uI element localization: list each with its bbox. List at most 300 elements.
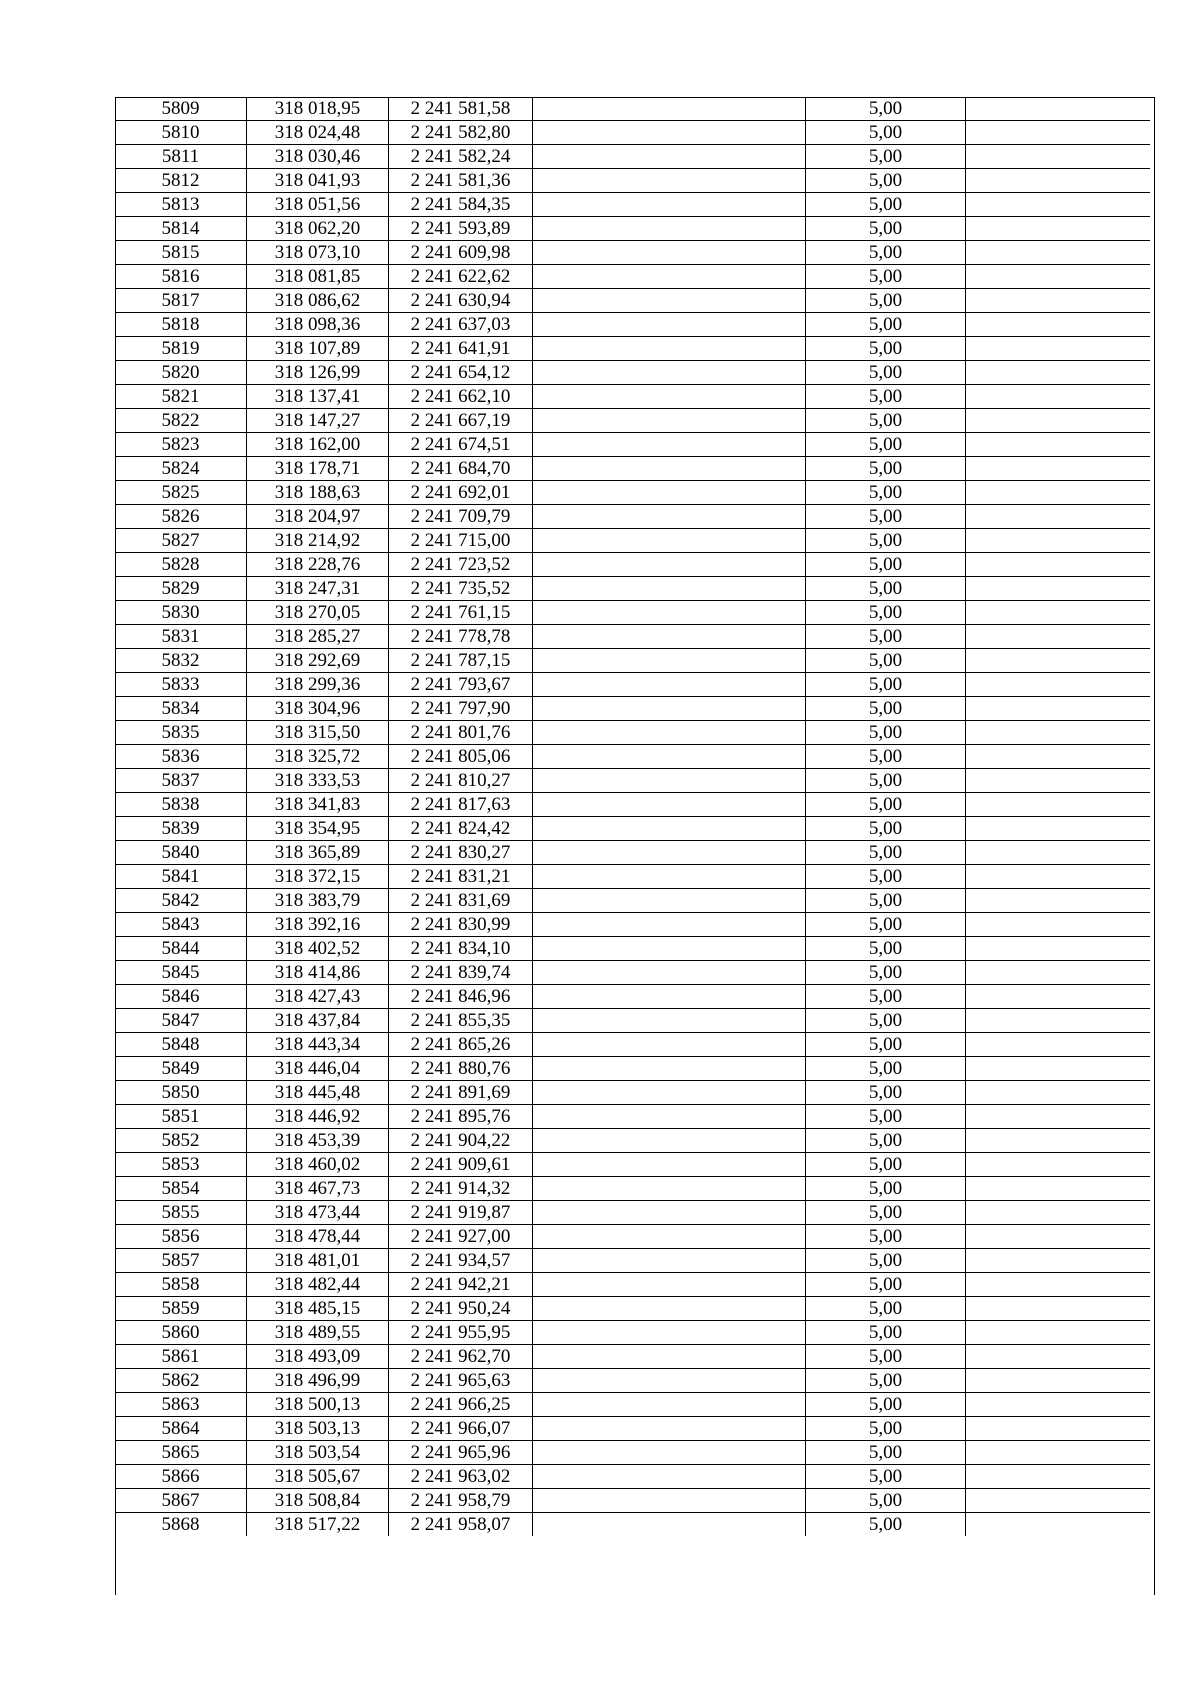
y-coordinate-cell: 2 241 855,35	[389, 1009, 533, 1033]
table-row	[115, 745, 1150, 769]
point-number-cell: 5822	[115, 409, 247, 433]
point-number-cell: 5813	[115, 193, 247, 217]
x-coordinate-cell: 318 086,62	[247, 289, 389, 313]
empty-cell	[966, 1033, 1151, 1057]
empty-cell	[966, 1393, 1151, 1417]
x-coordinate-cell: 318 178,71	[247, 457, 389, 481]
point-number-cell: 5852	[115, 1129, 247, 1153]
point-number-cell: 5824	[115, 457, 247, 481]
empty-cell	[966, 1321, 1151, 1345]
coordinates-table-body	[115, 97, 1150, 1536]
x-coordinate-cell: 318 493,09	[247, 1345, 389, 1369]
point-number-cell: 5848	[115, 1033, 247, 1057]
table-row	[115, 337, 1150, 361]
empty-cell	[966, 697, 1151, 721]
value-cell: 5,00	[806, 625, 966, 649]
y-coordinate-cell: 2 241 793,67	[389, 673, 533, 697]
empty-cell	[533, 1249, 806, 1273]
empty-cell	[533, 337, 806, 361]
value-cell: 5,00	[806, 337, 966, 361]
x-coordinate-cell: 318 315,50	[247, 721, 389, 745]
empty-cell	[966, 97, 1151, 121]
point-number-cell: 5833	[115, 673, 247, 697]
value-cell: 5,00	[806, 1297, 966, 1321]
value-cell: 5,00	[806, 889, 966, 913]
empty-cell	[966, 457, 1151, 481]
empty-cell	[533, 1393, 806, 1417]
y-coordinate-cell: 2 241 955,95	[389, 1321, 533, 1345]
empty-cell	[533, 817, 806, 841]
empty-cell	[533, 529, 806, 553]
point-number-cell: 5826	[115, 505, 247, 529]
table-row	[115, 1057, 1150, 1081]
x-coordinate-cell: 318 204,97	[247, 505, 389, 529]
point-number-cell: 5825	[115, 481, 247, 505]
x-coordinate-cell: 318 383,79	[247, 889, 389, 913]
table-row	[115, 529, 1150, 553]
empty-cell	[966, 841, 1151, 865]
table-row	[115, 937, 1150, 961]
empty-cell	[966, 889, 1151, 913]
x-coordinate-cell: 318 505,67	[247, 1465, 389, 1489]
table-row	[115, 505, 1150, 529]
empty-cell	[966, 1201, 1151, 1225]
x-coordinate-cell: 318 325,72	[247, 745, 389, 769]
y-coordinate-cell: 2 241 834,10	[389, 937, 533, 961]
table-row	[115, 1489, 1150, 1513]
value-cell: 5,00	[806, 1513, 966, 1537]
point-number-cell: 5847	[115, 1009, 247, 1033]
empty-cell	[533, 1273, 806, 1297]
y-coordinate-cell: 2 241 810,27	[389, 769, 533, 793]
value-cell: 5,00	[806, 817, 966, 841]
point-number-cell: 5866	[115, 1465, 247, 1489]
x-coordinate-cell: 318 500,13	[247, 1393, 389, 1417]
point-number-cell: 5846	[115, 985, 247, 1009]
empty-cell	[966, 1081, 1151, 1105]
x-coordinate-cell: 318 478,44	[247, 1225, 389, 1249]
y-coordinate-cell: 2 241 830,27	[389, 841, 533, 865]
x-coordinate-cell: 318 460,02	[247, 1153, 389, 1177]
point-number-cell: 5839	[115, 817, 247, 841]
value-cell: 5,00	[806, 985, 966, 1009]
y-coordinate-cell: 2 241 654,12	[389, 361, 533, 385]
value-cell: 5,00	[806, 793, 966, 817]
value-cell: 5,00	[806, 1249, 966, 1273]
value-cell: 5,00	[806, 769, 966, 793]
empty-cell	[533, 1177, 806, 1201]
point-number-cell: 5823	[115, 433, 247, 457]
empty-cell	[966, 1057, 1151, 1081]
point-number-cell: 5856	[115, 1225, 247, 1249]
value-cell: 5,00	[806, 673, 966, 697]
x-coordinate-cell: 318 081,85	[247, 265, 389, 289]
x-coordinate-cell: 318 162,00	[247, 433, 389, 457]
empty-cell	[533, 1441, 806, 1465]
empty-cell	[533, 889, 806, 913]
point-number-cell: 5830	[115, 601, 247, 625]
empty-cell	[966, 1513, 1151, 1537]
empty-cell	[533, 697, 806, 721]
table-left-border	[115, 97, 116, 1595]
x-coordinate-cell: 318 333,53	[247, 769, 389, 793]
value-cell: 5,00	[806, 913, 966, 937]
y-coordinate-cell: 2 241 963,02	[389, 1465, 533, 1489]
empty-cell	[533, 841, 806, 865]
table-row	[115, 1465, 1150, 1489]
table-row	[115, 385, 1150, 409]
empty-cell	[966, 1369, 1151, 1393]
x-coordinate-cell: 318 485,15	[247, 1297, 389, 1321]
empty-cell	[533, 97, 806, 121]
empty-cell	[966, 1177, 1151, 1201]
y-coordinate-cell: 2 241 895,76	[389, 1105, 533, 1129]
empty-cell	[966, 769, 1151, 793]
table-row	[115, 673, 1150, 697]
empty-cell	[533, 937, 806, 961]
value-cell: 5,00	[806, 1129, 966, 1153]
empty-cell	[533, 361, 806, 385]
table-row	[115, 193, 1150, 217]
value-cell: 5,00	[806, 433, 966, 457]
empty-cell	[966, 1417, 1151, 1441]
point-number-cell: 5845	[115, 961, 247, 985]
y-coordinate-cell: 2 241 667,19	[389, 409, 533, 433]
table-row	[115, 313, 1150, 337]
x-coordinate-cell: 318 285,27	[247, 625, 389, 649]
value-cell: 5,00	[806, 1153, 966, 1177]
empty-cell	[966, 337, 1151, 361]
empty-cell	[966, 313, 1151, 337]
empty-cell	[533, 577, 806, 601]
table-row	[115, 1369, 1150, 1393]
empty-cell	[966, 985, 1151, 1009]
empty-cell	[966, 193, 1151, 217]
value-cell: 5,00	[806, 553, 966, 577]
empty-cell	[533, 1417, 806, 1441]
table-row	[115, 1249, 1150, 1273]
point-number-cell: 5837	[115, 769, 247, 793]
empty-cell	[966, 745, 1151, 769]
x-coordinate-cell: 318 443,34	[247, 1033, 389, 1057]
x-coordinate-cell: 318 437,84	[247, 1009, 389, 1033]
value-cell: 5,00	[806, 1465, 966, 1489]
value-cell: 5,00	[806, 265, 966, 289]
x-coordinate-cell: 318 473,44	[247, 1201, 389, 1225]
point-number-cell: 5868	[115, 1513, 247, 1537]
y-coordinate-cell: 2 241 641,91	[389, 337, 533, 361]
value-cell: 5,00	[806, 1489, 966, 1513]
value-cell: 5,00	[806, 529, 966, 553]
value-cell: 5,00	[806, 841, 966, 865]
point-number-cell: 5819	[115, 337, 247, 361]
value-cell: 5,00	[806, 505, 966, 529]
table-row	[115, 553, 1150, 577]
x-coordinate-cell: 318 392,16	[247, 913, 389, 937]
value-cell: 5,00	[806, 1273, 966, 1297]
point-number-cell: 5861	[115, 1345, 247, 1369]
x-coordinate-cell: 318 372,15	[247, 865, 389, 889]
y-coordinate-cell: 2 241 865,26	[389, 1033, 533, 1057]
value-cell: 5,00	[806, 937, 966, 961]
y-coordinate-cell: 2 241 805,06	[389, 745, 533, 769]
empty-cell	[966, 577, 1151, 601]
point-number-cell: 5828	[115, 553, 247, 577]
x-coordinate-cell: 318 402,52	[247, 937, 389, 961]
x-coordinate-cell: 318 481,01	[247, 1249, 389, 1273]
empty-cell	[533, 481, 806, 505]
empty-cell	[533, 1201, 806, 1225]
value-cell: 5,00	[806, 457, 966, 481]
value-cell: 5,00	[806, 121, 966, 145]
table-top-border	[115, 97, 1155, 98]
x-coordinate-cell: 318 427,43	[247, 985, 389, 1009]
table-row	[115, 1177, 1150, 1201]
value-cell: 5,00	[806, 1009, 966, 1033]
table-row	[115, 457, 1150, 481]
empty-cell	[966, 913, 1151, 937]
y-coordinate-cell: 2 241 622,62	[389, 265, 533, 289]
point-number-cell: 5812	[115, 169, 247, 193]
table-right-border	[1154, 97, 1155, 1595]
y-coordinate-cell: 2 241 684,70	[389, 457, 533, 481]
point-number-cell: 5834	[115, 697, 247, 721]
value-cell: 5,00	[806, 1105, 966, 1129]
empty-cell	[533, 1321, 806, 1345]
empty-cell	[966, 385, 1151, 409]
y-coordinate-cell: 2 241 919,87	[389, 1201, 533, 1225]
point-number-cell: 5864	[115, 1417, 247, 1441]
empty-cell	[533, 1081, 806, 1105]
value-cell: 5,00	[806, 289, 966, 313]
empty-cell	[533, 193, 806, 217]
empty-cell	[533, 769, 806, 793]
table-row	[115, 961, 1150, 985]
y-coordinate-cell: 2 241 582,80	[389, 121, 533, 145]
coordinates-table	[115, 97, 1150, 1536]
x-coordinate-cell: 318 292,69	[247, 649, 389, 673]
empty-cell	[533, 1009, 806, 1033]
y-coordinate-cell: 2 241 582,24	[389, 145, 533, 169]
empty-cell	[533, 961, 806, 985]
x-coordinate-cell: 318 137,41	[247, 385, 389, 409]
empty-cell	[966, 1225, 1151, 1249]
value-cell: 5,00	[806, 481, 966, 505]
value-cell: 5,00	[806, 1369, 966, 1393]
empty-cell	[966, 961, 1151, 985]
value-cell: 5,00	[806, 241, 966, 265]
table-row	[115, 1081, 1150, 1105]
value-cell: 5,00	[806, 1201, 966, 1225]
table-row	[115, 1417, 1150, 1441]
table-row	[115, 409, 1150, 433]
empty-cell	[966, 1441, 1151, 1465]
empty-cell	[533, 1033, 806, 1057]
point-number-cell: 5814	[115, 217, 247, 241]
point-number-cell: 5838	[115, 793, 247, 817]
empty-cell	[966, 409, 1151, 433]
empty-cell	[533, 265, 806, 289]
value-cell: 5,00	[806, 697, 966, 721]
value-cell: 5,00	[806, 1321, 966, 1345]
empty-cell	[966, 265, 1151, 289]
empty-cell	[533, 1465, 806, 1489]
x-coordinate-cell: 318 508,84	[247, 1489, 389, 1513]
table-row	[115, 817, 1150, 841]
empty-cell	[533, 1225, 806, 1249]
x-coordinate-cell: 318 247,31	[247, 577, 389, 601]
empty-cell	[533, 1513, 806, 1537]
point-number-cell: 5853	[115, 1153, 247, 1177]
empty-cell	[533, 721, 806, 745]
point-number-cell: 5849	[115, 1057, 247, 1081]
x-coordinate-cell: 318 489,55	[247, 1321, 389, 1345]
table-row	[115, 841, 1150, 865]
table-row	[115, 481, 1150, 505]
empty-cell	[966, 601, 1151, 625]
x-coordinate-cell: 318 214,92	[247, 529, 389, 553]
empty-cell	[533, 217, 806, 241]
y-coordinate-cell: 2 241 839,74	[389, 961, 533, 985]
table-row	[115, 145, 1150, 169]
point-number-cell: 5815	[115, 241, 247, 265]
table-row	[115, 1129, 1150, 1153]
table-row	[115, 1201, 1150, 1225]
empty-cell	[533, 745, 806, 769]
y-coordinate-cell: 2 241 965,96	[389, 1441, 533, 1465]
value-cell: 5,00	[806, 961, 966, 985]
empty-cell	[966, 721, 1151, 745]
table-row	[115, 1441, 1150, 1465]
y-coordinate-cell: 2 241 927,00	[389, 1225, 533, 1249]
y-coordinate-cell: 2 241 761,15	[389, 601, 533, 625]
table-row	[115, 1009, 1150, 1033]
empty-cell	[533, 1105, 806, 1129]
empty-cell	[533, 601, 806, 625]
point-number-cell: 5841	[115, 865, 247, 889]
point-number-cell: 5821	[115, 385, 247, 409]
x-coordinate-cell: 318 041,93	[247, 169, 389, 193]
empty-cell	[533, 553, 806, 577]
value-cell: 5,00	[806, 865, 966, 889]
y-coordinate-cell: 2 241 709,79	[389, 505, 533, 529]
table-row	[115, 265, 1150, 289]
value-cell: 5,00	[806, 1393, 966, 1417]
point-number-cell: 5831	[115, 625, 247, 649]
x-coordinate-cell: 318 365,89	[247, 841, 389, 865]
value-cell: 5,00	[806, 385, 966, 409]
y-coordinate-cell: 2 241 674,51	[389, 433, 533, 457]
y-coordinate-cell: 2 241 662,10	[389, 385, 533, 409]
empty-cell	[966, 241, 1151, 265]
point-number-cell: 5827	[115, 529, 247, 553]
table-row	[115, 1345, 1150, 1369]
empty-cell	[533, 673, 806, 697]
y-coordinate-cell: 2 241 942,21	[389, 1273, 533, 1297]
value-cell: 5,00	[806, 169, 966, 193]
y-coordinate-cell: 2 241 909,61	[389, 1153, 533, 1177]
table-row	[115, 649, 1150, 673]
y-coordinate-cell: 2 241 958,79	[389, 1489, 533, 1513]
value-cell: 5,00	[806, 409, 966, 433]
value-cell: 5,00	[806, 1081, 966, 1105]
empty-cell	[966, 553, 1151, 577]
x-coordinate-cell: 318 341,83	[247, 793, 389, 817]
x-coordinate-cell: 318 304,96	[247, 697, 389, 721]
empty-cell	[533, 865, 806, 889]
empty-cell	[966, 937, 1151, 961]
y-coordinate-cell: 2 241 966,07	[389, 1417, 533, 1441]
x-coordinate-cell: 318 414,86	[247, 961, 389, 985]
table-row	[115, 289, 1150, 313]
point-number-cell: 5860	[115, 1321, 247, 1345]
empty-cell	[966, 433, 1151, 457]
x-coordinate-cell: 318 446,04	[247, 1057, 389, 1081]
table-row	[115, 217, 1150, 241]
table-row	[115, 97, 1150, 121]
point-number-cell: 5855	[115, 1201, 247, 1225]
table-row	[115, 1393, 1150, 1417]
y-coordinate-cell: 2 241 715,00	[389, 529, 533, 553]
value-cell: 5,00	[806, 721, 966, 745]
point-number-cell: 5835	[115, 721, 247, 745]
empty-cell	[966, 817, 1151, 841]
empty-cell	[533, 625, 806, 649]
table-row	[115, 1321, 1150, 1345]
value-cell: 5,00	[806, 1417, 966, 1441]
table-row	[115, 361, 1150, 385]
value-cell: 5,00	[806, 745, 966, 769]
empty-cell	[533, 793, 806, 817]
empty-cell	[533, 385, 806, 409]
empty-cell	[966, 625, 1151, 649]
y-coordinate-cell: 2 241 723,52	[389, 553, 533, 577]
point-number-cell: 5851	[115, 1105, 247, 1129]
empty-cell	[533, 313, 806, 337]
table-row	[115, 169, 1150, 193]
x-coordinate-cell: 318 062,20	[247, 217, 389, 241]
point-number-cell: 5863	[115, 1393, 247, 1417]
empty-cell	[533, 1153, 806, 1177]
y-coordinate-cell: 2 241 581,58	[389, 97, 533, 121]
y-coordinate-cell: 2 241 914,32	[389, 1177, 533, 1201]
table-row	[115, 913, 1150, 937]
x-coordinate-cell: 318 446,92	[247, 1105, 389, 1129]
value-cell: 5,00	[806, 193, 966, 217]
x-coordinate-cell: 318 126,99	[247, 361, 389, 385]
y-coordinate-cell: 2 241 830,99	[389, 913, 533, 937]
point-number-cell: 5836	[115, 745, 247, 769]
empty-cell	[533, 121, 806, 145]
point-number-cell: 5842	[115, 889, 247, 913]
table-row	[115, 1153, 1150, 1177]
empty-cell	[966, 289, 1151, 313]
empty-cell	[966, 481, 1151, 505]
point-number-cell: 5816	[115, 265, 247, 289]
empty-cell	[966, 121, 1151, 145]
value-cell: 5,00	[806, 1441, 966, 1465]
y-coordinate-cell: 2 241 966,25	[389, 1393, 533, 1417]
x-coordinate-cell: 318 098,36	[247, 313, 389, 337]
x-coordinate-cell: 318 107,89	[247, 337, 389, 361]
y-coordinate-cell: 2 241 904,22	[389, 1129, 533, 1153]
point-number-cell: 5867	[115, 1489, 247, 1513]
x-coordinate-cell: 318 503,13	[247, 1417, 389, 1441]
x-coordinate-cell: 318 453,39	[247, 1129, 389, 1153]
empty-cell	[966, 1129, 1151, 1153]
x-coordinate-cell: 318 018,95	[247, 97, 389, 121]
empty-cell	[966, 865, 1151, 889]
